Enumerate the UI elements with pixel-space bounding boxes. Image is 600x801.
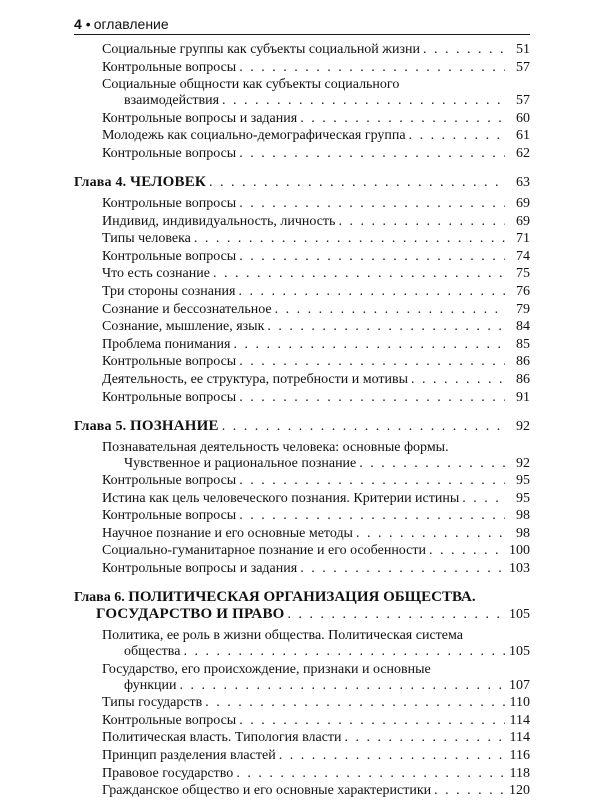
dot-leader (429, 543, 505, 559)
toc-entry-title: Контрольные вопросы (102, 145, 237, 161)
chapter-6-heading[interactable] (74, 589, 530, 623)
toc-entry-title: Контрольные вопросы (102, 508, 237, 524)
dot-leader (356, 526, 505, 542)
chapter-title (74, 418, 219, 435)
toc-entry-page: 100 (509, 543, 530, 559)
toc-entry-title: Контрольные вопросы и задания (102, 561, 298, 577)
toc-entry[interactable] (74, 372, 530, 388)
dot-leader (423, 42, 505, 58)
toc-entry-page: 69 (516, 213, 530, 229)
toc-entry-title: Научное познание и его основные методы (102, 525, 353, 541)
chapter-4-heading[interactable] (74, 174, 530, 191)
toc-entry-page: 110 (509, 695, 530, 711)
toc-entry-page: 74 (516, 248, 530, 264)
dot-leader (359, 456, 505, 472)
toc-entry[interactable] (74, 662, 530, 694)
dot-leader (434, 783, 505, 799)
toc-entry[interactable] (74, 60, 530, 76)
toc-entry[interactable] (74, 128, 530, 144)
toc-entry-title: Деятельность, ее структура, потребности и мотивы (102, 371, 409, 387)
toc-entry[interactable] (74, 730, 530, 746)
toc-entry-title: Индивид, индивидуальность, личность (102, 213, 336, 229)
toc-entry[interactable] (74, 748, 530, 764)
dot-leader (275, 302, 505, 318)
toc-entry-title: Контрольные вопросы (102, 195, 237, 211)
chapter-label: Глава 4. (74, 174, 127, 190)
toc-entry-title: Контрольные вопросы и задания (102, 110, 298, 126)
toc-entry-title: Гражданское общество и его основные характеристики (102, 783, 432, 799)
dot-leader (233, 337, 505, 353)
toc-entry[interactable] (74, 214, 530, 230)
toc-entry-page: 95 (516, 473, 530, 489)
toc-entry-page: 98 (516, 508, 530, 524)
chapter-page: 63 (516, 174, 530, 190)
dot-leader (300, 111, 505, 127)
toc-entry-title-continued: функции (124, 677, 177, 693)
dot-leader (239, 60, 505, 76)
dot-leader (222, 419, 505, 435)
toc-entry-title: Истина как цель человеческого познания. Критерии истины (102, 490, 460, 506)
dot-leader (239, 390, 505, 406)
toc-entry-title: Политическая власть. Типология власти (102, 730, 342, 746)
toc-entry[interactable] (74, 543, 530, 559)
toc-entry[interactable] (74, 526, 530, 542)
toc-entry-title: Типы государств (102, 695, 203, 711)
toc-entry-title: Молодежь как социально-демографическая группа (102, 128, 406, 144)
toc-entry-page: 57 (516, 59, 530, 75)
toc-entry-title: Три стороны сознания (102, 283, 236, 299)
dot-leader (180, 678, 506, 694)
toc-entry-page: 86 (516, 354, 530, 370)
chapter-name: ПОЗНАНИЕ (130, 417, 219, 434)
dot-leader (409, 128, 505, 144)
toc-entry-page: 105 (509, 644, 530, 660)
dot-leader (205, 695, 505, 711)
chapter-name: ЧЕЛОВЕК (130, 173, 206, 190)
dot-leader (213, 266, 505, 282)
toc-entry-page: 69 (516, 195, 530, 211)
chapter-name-line2: ГОСУДАРСТВО И ПРАВО (96, 606, 285, 623)
toc-entry[interactable] (74, 284, 530, 300)
toc-entry[interactable] (74, 111, 530, 127)
dot-leader (239, 196, 505, 212)
toc-entry[interactable] (74, 473, 530, 489)
dot-leader (239, 473, 505, 489)
toc-entry-title: Контрольные вопросы (102, 389, 237, 405)
toc-entry-title: Контрольные вопросы (102, 712, 237, 728)
toc-entry-page: 62 (516, 145, 530, 161)
dot-leader (239, 713, 505, 729)
toc-entry-title: Социально-гуманитарное познание и его особенности (102, 543, 426, 559)
chapter-5-heading[interactable] (74, 418, 530, 435)
toc-entry-page: 51 (516, 42, 530, 57)
toc-entry-page: 86 (516, 371, 530, 387)
toc-entry-page: 114 (509, 712, 530, 728)
dot-leader (239, 508, 505, 524)
dot-leader (345, 730, 505, 746)
toc-entry[interactable] (74, 783, 530, 799)
toc-entry[interactable] (74, 491, 530, 507)
toc-entry[interactable] (74, 337, 530, 353)
toc-entry[interactable] (74, 77, 530, 109)
toc-entry-title: Политика, ее роль в жизни общества. Политическая система (102, 628, 463, 644)
toc-entry-page: 85 (516, 336, 530, 352)
toc-entry-page: 84 (516, 319, 530, 335)
dot-leader (239, 146, 505, 162)
toc-entry-title-continued: взаимодействия (124, 93, 220, 109)
header-separator: • (85, 16, 91, 32)
page-header (74, 14, 530, 35)
toc-entry-title: Типы человека (102, 231, 191, 247)
header-page-number: 4 (74, 16, 82, 32)
toc-entry-title-continued: общества (124, 644, 181, 660)
dot-leader (209, 175, 505, 191)
toc-entry[interactable] (74, 302, 530, 318)
toc-entry-page: 61 (516, 128, 530, 144)
toc-entry-title: Сознание, мышление, язык (102, 319, 265, 335)
chapter-label: Глава 6. (74, 590, 125, 606)
toc-entry-title: Контрольные вопросы (102, 473, 237, 489)
toc-entry-page: 60 (516, 110, 530, 126)
toc-entry-page: 92 (516, 455, 530, 471)
chapter-title (74, 174, 206, 191)
dot-leader (462, 491, 505, 507)
toc-entry-page: 76 (516, 283, 530, 299)
toc-entry-page: 98 (516, 525, 530, 541)
toc-entry-title: Проблема понимания (102, 336, 231, 352)
dot-leader (183, 644, 505, 660)
dot-leader (239, 249, 505, 265)
toc-entry[interactable] (74, 628, 530, 660)
toc-entry-title: Правовое государство (102, 765, 234, 781)
dot-leader (238, 284, 505, 300)
toc-entry-title: Познавательная деятельность человека: основные формы. (102, 439, 449, 455)
toc-entry-page: 75 (516, 266, 530, 282)
toc-entry[interactable] (74, 354, 530, 370)
dot-leader (236, 766, 505, 782)
toc-entry-title: Социальные общности как субъекты социального (102, 77, 400, 93)
toc-entry-title: Социальные группы как субъекты социальной жизни (102, 42, 420, 57)
dot-leader (222, 93, 505, 109)
toc-entry-title: Контрольные вопросы (102, 354, 237, 370)
toc-entry[interactable] (74, 42, 530, 58)
toc-entry-title: Контрольные вопросы (102, 248, 237, 264)
chapter-name-continued (74, 606, 285, 623)
toc-entry[interactable] (74, 146, 530, 162)
toc-entry-title-continued: Чувственное и рациональное познание (124, 455, 357, 471)
toc-entry-page: 114 (509, 730, 530, 746)
toc-entry[interactable] (74, 319, 530, 335)
dot-leader (300, 561, 505, 577)
toc-entry-title: Контрольные вопросы (102, 59, 237, 75)
toc-entry-page: 118 (509, 765, 530, 781)
toc-entry-title: Государство, его происхождение, признаки и основные (102, 661, 431, 677)
dot-leader (338, 214, 505, 230)
dot-leader (267, 319, 505, 335)
chapter-page: 105 (509, 607, 530, 623)
chapter-name: ПОЛИТИЧЕСКАЯ ОРГАНИЗАЦИЯ ОБЩЕСТВА. (128, 589, 476, 606)
toc-entry-title: Принцип разделения властей (102, 748, 276, 764)
dot-leader (288, 607, 505, 623)
toc-entry[interactable] (74, 561, 530, 577)
toc-entry[interactable] (74, 440, 530, 472)
toc-entry-page: 116 (509, 748, 530, 764)
toc-entry[interactable] (74, 266, 530, 282)
toc-entry-title: Что есть сознание (102, 266, 210, 282)
table-of-contents (74, 42, 530, 801)
toc-entry-page: 95 (516, 490, 530, 506)
toc-entry-page: 103 (509, 561, 530, 577)
toc-entry[interactable] (74, 249, 530, 265)
toc-entry[interactable] (74, 390, 530, 406)
chapter-title (74, 589, 530, 606)
toc-entry[interactable] (74, 766, 530, 782)
dot-leader (239, 354, 505, 370)
chapter-label: Глава 5. (74, 418, 127, 434)
dot-leader (194, 231, 505, 247)
toc-entry-page: 91 (516, 389, 530, 405)
toc-entry-page: 57 (516, 93, 530, 109)
chapter-page: 92 (516, 418, 530, 434)
toc-entry-page: 79 (516, 301, 530, 317)
toc-entry[interactable] (74, 231, 530, 247)
dot-leader (279, 748, 505, 764)
toc-entry-page: 120 (509, 783, 530, 799)
toc-entry[interactable] (74, 196, 530, 212)
header-section-title: оглавление (93, 16, 169, 32)
toc-entry[interactable] (74, 713, 530, 729)
toc-entry-page: 107 (509, 677, 530, 693)
toc-entry-page: 71 (516, 231, 530, 247)
toc-entry[interactable] (74, 508, 530, 524)
toc-entry[interactable] (74, 695, 530, 711)
dot-leader (411, 372, 505, 388)
toc-entry-title: Сознание и бессознательное (102, 301, 272, 317)
